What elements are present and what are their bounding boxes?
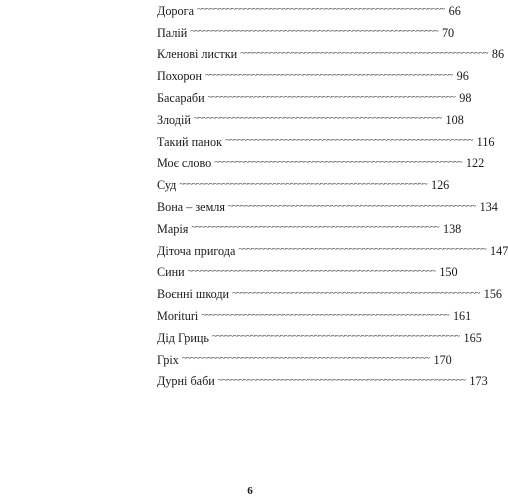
toc-entry-title: Басараби [157,90,205,105]
toc-entry-page: 173 [469,374,488,389]
toc-entry-title: Такий панок [157,134,223,149]
toc-entry [157,371,488,393]
toc-leader: ~~~~~~~~~~~~~~~~~~~~~~~~~~~~~~~~~~~~~~~~~~~~~~~~~~~~~~~~~~ [190,26,438,37]
toc-entry-page: 122 [465,156,485,171]
toc-entry-page: 134 [479,199,498,214]
toc-entry [157,109,464,131]
toc-entry-title: Палій [157,25,188,40]
toc-entry-title: Воєнні шкоди [157,287,230,302]
toc-entry [157,0,461,22]
toc-entry-page: 108 [445,112,464,127]
toc-leader: ~~~~~~~~~~~~~~~~~~~~~~~~~~~~~~~~~~~~~~~~~~~~~~~~~~~~~~~~~~ [214,156,462,167]
toc-entry [157,262,458,284]
toc-leader: ~~~~~~~~~~~~~~~~~~~~~~~~~~~~~~~~~~~~~~~~~~~~~~~~~~~~~~~~~~ [232,287,480,298]
toc-entry-title: Сини [157,265,185,280]
toc-entry-page: 138 [442,221,462,236]
toc-entry-title: Дорога [157,3,195,18]
toc-entry-title: Марія [157,221,189,236]
toc-entry [157,87,472,109]
toc-entry [157,349,452,371]
toc-entry-title: Злодій [157,112,191,127]
toc-leader: ~~~~~~~~~~~~~~~~~~~~~~~~~~~~~~~~~~~~~~~~~~~~~~~~~~~~~~~~~~ [205,69,453,80]
toc-entry-page: 126 [430,178,450,193]
toc-leader: ~~~~~~~~~~~~~~~~~~~~~~~~~~~~~~~~~~~~~~~~~~~~~~~~~~~~~~~~~~ [238,244,487,255]
toc-entry [157,305,472,327]
toc-leader: ~~~~~~~~~~~~~~~~~~~~~~~~~~~~~~~~~~~~~~~~~~~~~~~~~~~~~~~~~~ [197,4,445,15]
toc-leader: ~~~~~~~~~~~~~~~~~~~~~~~~~~~~~~~~~~~~~~~~~~~~~~~~~~~~~~~~~~ [227,200,476,211]
toc-entry [157,174,450,196]
toc-leader: ~~~~~~~~~~~~~~~~~~~~~~~~~~~~~~~~~~~~~~~~~~~~~~~~~~~~~~~~~~ [201,309,449,320]
toc-entry-page: 156 [483,287,502,302]
toc-leader: ~~~~~~~~~~~~~~~~~~~~~~~~~~~~~~~~~~~~~~~~~~~~~~~~~~~~~~~~~~ [179,178,427,189]
toc-entry [157,240,508,262]
toc-entry-page: 150 [439,265,458,280]
toc-entry [157,131,495,153]
toc-entry-page: 170 [433,352,452,367]
toc-leader: ~~~~~~~~~~~~~~~~~~~~~~~~~~~~~~~~~~~~~~~~~~~~~~~~~~~~~~~~~~ [217,374,466,385]
toc-entry-title: Моє слово [157,156,212,171]
toc-entry-page: 66 [448,3,461,18]
toc-entry [157,44,505,66]
toc-leader: ~~~~~~~~~~~~~~~~~~~~~~~~~~~~~~~~~~~~~~~~~~~~~~~~~~~~~~~~~~ [191,222,439,233]
toc-entry-title: Кленові листки [157,47,238,62]
toc-entry [157,327,482,349]
toc-leader: ~~~~~~~~~~~~~~~~~~~~~~~~~~~~~~~~~~~~~~~~~~~~~~~~~~~~~~~~~~ [207,91,456,102]
toc-leader: ~~~~~~~~~~~~~~~~~~~~~~~~~~~~~~~~~~~~~~~~~~~~~~~~~~~~~~~~~~ [240,47,488,58]
toc-leader: ~~~~~~~~~~~~~~~~~~~~~~~~~~~~~~~~~~~~~~~~~~~~~~~~~~~~~~~~~~ [225,135,473,146]
toc-entry [157,283,502,305]
toc-entry [157,65,469,87]
toc-entry-page: 98 [459,90,472,105]
toc-entry-title: Суд [157,178,177,193]
toc-leader: ~~~~~~~~~~~~~~~~~~~~~~~~~~~~~~~~~~~~~~~~~~~~~~~~~~~~~~~~~~ [211,331,460,342]
toc-entry-title: Дід Гриць [157,330,209,345]
page-number: 6 [247,485,253,497]
table-of-contents [157,0,508,392]
toc-leader: ~~~~~~~~~~~~~~~~~~~~~~~~~~~~~~~~~~~~~~~~~~~~~~~~~~~~~~~~~~ [193,113,442,124]
toc-entry-title: Гріх [157,352,179,367]
toc-entry-page: 96 [456,69,469,84]
toc-entry-title: Похорон [157,69,203,84]
toc-entry-page: 116 [476,134,495,149]
toc-entry [157,196,498,218]
toc-entry-page: 147 [490,243,508,258]
toc-entry-title: Moriturі [157,308,199,323]
toc-entry-page: 70 [441,25,455,40]
toc-entry-title: Вона – земля [157,199,225,214]
toc-entry [157,153,485,175]
toc-entry [157,22,455,44]
toc-entry [157,218,462,240]
toc-leader: ~~~~~~~~~~~~~~~~~~~~~~~~~~~~~~~~~~~~~~~~~~~~~~~~~~~~~~~~~~ [187,265,436,276]
toc-leader: ~~~~~~~~~~~~~~~~~~~~~~~~~~~~~~~~~~~~~~~~~~~~~~~~~~~~~~~~~~ [181,353,430,364]
toc-entry-page: 165 [463,330,482,345]
toc-entry-title: Діточа пригода [157,243,236,258]
toc-entry-page: 161 [452,308,472,323]
toc-entry-title: Дурні баби [157,374,215,389]
toc-entry-page: 86 [491,47,505,62]
